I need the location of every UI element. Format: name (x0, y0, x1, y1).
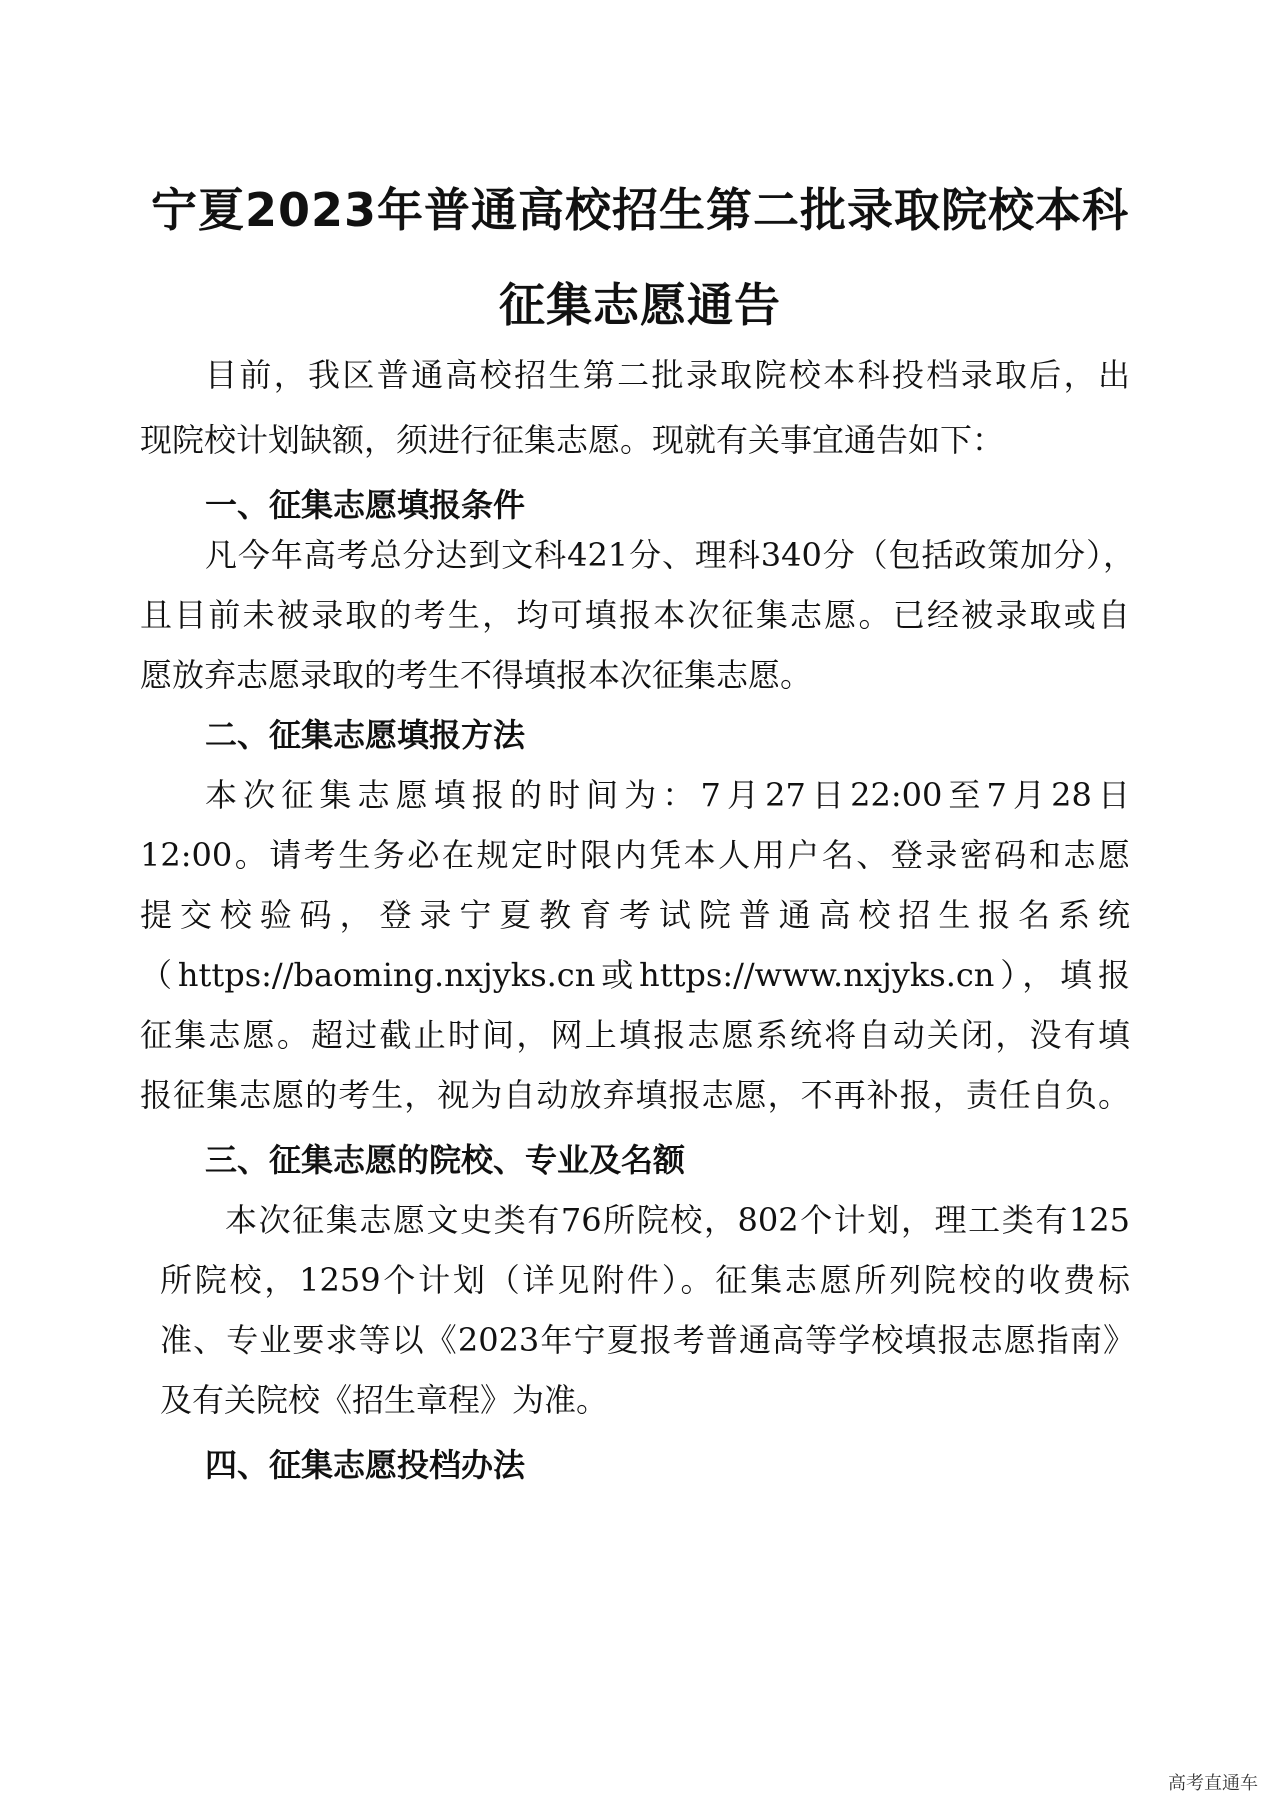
section3-heading: 三、征集志愿的院校、专业及名额 (205, 1141, 686, 1179)
section1-line-1: 凡今年高考总分达到文科421分、理科340分（包括政策加分）， (205, 536, 1135, 574)
intro-line-1: 目前，我区普通高校招生第二批录取院校本科投档录取后，出 (205, 356, 1130, 394)
section3-line-1: 本次征集志愿文史类有76所院校，802个计划，理工类有125 (225, 1201, 1130, 1239)
section3-line-2: 所院校，1259个计划（详见附件）。征集志愿所列院校的收费标 (160, 1261, 1130, 1299)
section3-line-4: 及有关院校《招生章程》为准。 (160, 1381, 609, 1419)
section3-line-3: 准、专业要求等以《2023年宁夏报考普通高等学校填报志愿指南》 (160, 1321, 1135, 1359)
section2-line-5: 征集志愿。超过截止时间，网上填报志愿系统将自动关闭，没有填 (140, 1016, 1130, 1054)
section1-line-3: 愿放弃志愿录取的考生不得填报本次征集志愿。 (140, 656, 813, 694)
section2-line-3: 提交校验码，登录宁夏教育考试院普通高校招生报名系统 (140, 896, 1130, 934)
document-title-line2: 征集志愿通告 (499, 278, 781, 332)
intro-line-2: 现院校计划缺额，须进行征集志愿。现就有关事宜通告如下： (140, 421, 1005, 459)
section2-line-4: （https://baoming.nxjyks.cn或https://www.nxjyks.cn），填报 (140, 956, 1130, 994)
section2-line-6: 报征集志愿的考生，视为自动放弃填报志愿，不再补报，责任自负。 (140, 1076, 1130, 1114)
section2-line-1: 本次征集志愿填报的时间为：7月27日22:00至7月28日 (205, 776, 1130, 814)
document-title-line1: 宁夏2023年普通高校招生第二批录取院校本科 (150, 183, 1130, 237)
section1-line-2: 且目前未被录取的考生，均可填报本次征集志愿。已经被录取或自 (140, 596, 1130, 634)
section1-heading: 一、征集志愿填报条件 (205, 486, 526, 524)
section2-heading: 二、征集志愿填报方法 (205, 716, 526, 754)
section4-heading: 四、征集志愿投档办法 (205, 1446, 526, 1484)
watermark-text: 高考直通车 (1168, 1773, 1258, 1794)
section2-line-2: 12:00。请考生务必在规定时限内凭本人用户名、登录密码和志愿 (140, 836, 1130, 874)
